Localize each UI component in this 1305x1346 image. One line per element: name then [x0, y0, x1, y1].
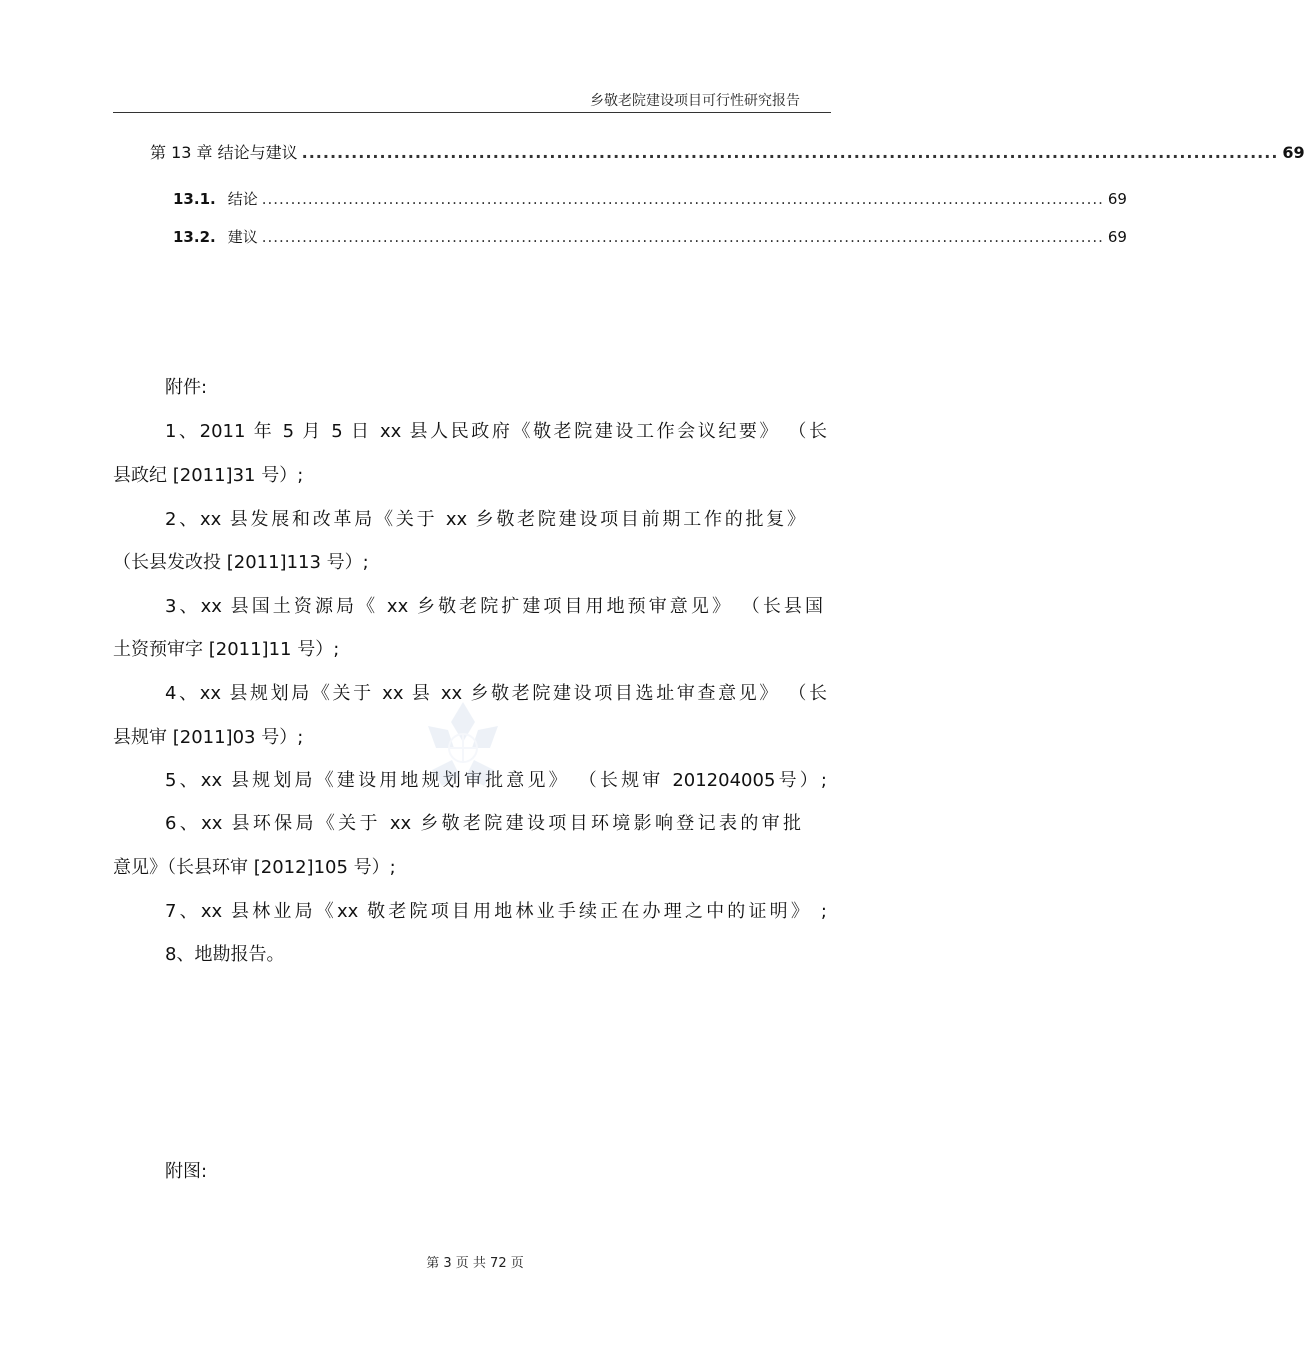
attachment-item-4-line1: 4、xx 县规划局《关于 xx 县 xx 乡敬老院建设项目选址审查意见》 （长 — [165, 683, 827, 704]
toc-section-title: 结论 — [227, 190, 258, 208]
attachment-item-3-line1: 3、xx 县国土资源局《 xx 乡敬老院扩建项目用地预审意见》 （长县国 — [165, 596, 823, 617]
attachment-item-6-line1: 6、xx 县环保局《关于 xx 乡敬老院建设项目环境影响登记表的审批 — [165, 813, 801, 834]
toc-chapter-13[interactable] — [150, 140, 1305, 163]
attachment-item-1-line2: 县政纪 [2011]31 号）; — [113, 465, 304, 486]
toc-section-number: 13.1. — [173, 190, 216, 208]
toc-leader-dots: .................................................................................................................................................. — [261, 228, 1104, 246]
attachment-item-2-line1: 2、xx 县发展和改革局《关于 xx 乡敬老院建设项目前期工作的批复》 — [165, 509, 805, 530]
attachment-item-2-line2: （长县发改投 [2011]113 号）; — [113, 552, 369, 573]
attachment-item-3-line2: 土资预审字 [2011]11 号）; — [113, 639, 340, 660]
toc-section-13-2[interactable] — [173, 226, 1127, 247]
attachments-heading: 附件: — [165, 377, 208, 398]
toc-leader-dots: .................................................................................................................................................. — [261, 190, 1104, 208]
toc-chapter-label: 第 13 章 结论与建议 — [150, 143, 298, 162]
attachment-item-5-line1: 5、xx 县规划局《建设用地规划审批意见》 （长规审 201204005号）; — [165, 770, 827, 791]
watermark-logo — [408, 700, 518, 790]
toc-page-number: 69 — [1107, 228, 1127, 246]
attachment-item-7-line1: 7、xx 县林业局《xx 敬老院项目用地林业手续正在办理之中的证明》 ; — [165, 901, 827, 922]
header-title: 乡敬老院建设项目可行性研究报告 — [590, 93, 800, 109]
header-rule — [113, 112, 831, 113]
page-footer: 第 3 页 共 72 页 — [426, 1256, 524, 1271]
figures-heading: 附图: — [165, 1161, 208, 1182]
toc-section-number: 13.2. — [173, 228, 216, 246]
toc-page-number: 69 — [1107, 190, 1127, 208]
attachment-item-8-line1: 8、地勘报告。 — [165, 944, 285, 965]
attachment-item-6-line2: 意见》（长县环审 [2012]105 号）; — [113, 857, 396, 878]
toc-section-title: 建议 — [227, 228, 258, 246]
attachment-item-4-line2: 县规审 [2011]03 号）; — [113, 727, 304, 748]
toc-section-13-1[interactable] — [173, 188, 1127, 209]
toc-leader-dots: .......................................................................................................................................... — [301, 143, 1279, 162]
attachment-item-1-line1: 1、2011 年 5 月 5 日 xx 县人民政府《敬老院建设工作会议纪要》 （长 — [165, 421, 827, 442]
toc-page-number: 69 — [1282, 143, 1305, 162]
